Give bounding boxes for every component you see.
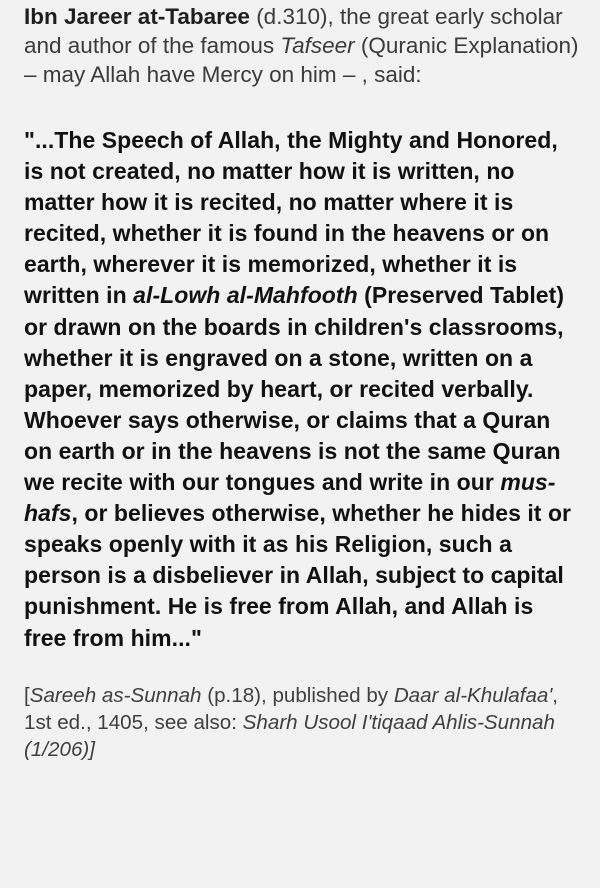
intro-paragraph — [24, 2, 582, 89]
quote-text-part-2: (Preserved Tablet) or drawn on the boards in children's classrooms, whether it is engraved on a stone, written on a paper, memorized by heart, or recited verbally. Whoever says otherwise, or claims that a Quran on earth or in the heavens is not the same Quran we recite with our tongues and write in our — [24, 282, 565, 496]
source-citation — [24, 682, 582, 764]
quote-text-part-1: "...The Speech of Allah, the Mighty and Honored, is not created, no matter how it is written, no matter how it is recited, no matter where it is recited, whether it is found in the heavens or on earth, wherever it is memorized, whether it is written in — [24, 127, 558, 309]
citation-publisher: Daar al-Khulafaa' — [393, 683, 553, 707]
citation-text-2: , 1st ed., 1405, see also: — [24, 683, 559, 734]
intro-text: (d.310), the great early scholar and author of the famous — [24, 4, 563, 58]
intro-closing-text: (Quranic Explanation) – may Allah have Mercy on him – , said: — [24, 33, 579, 87]
term-mus-hafs: mus-hafs — [24, 469, 556, 527]
quote-paragraph — [24, 125, 582, 654]
author-name: Ibn Jareer at-Tabaree — [24, 4, 250, 29]
book-title-tafseer: Tafseer — [280, 33, 355, 58]
citation-text-1: (p.18), published by — [201, 683, 394, 707]
quote-text-part-3: , or believes otherwise, whether he hides it or speaks openly with it as his Religion, such a person is a disbeliever in Allah, subject to capital punishment. He is free from Allah, and Allah is free from him..." — [24, 500, 572, 651]
citation-book-1: Sareeh as-Sunnah — [29, 683, 202, 707]
citation-book-2: Sharh Usool I'tiqaad Ahlis-Sunnah (1/206)] — [24, 710, 555, 761]
term-al-lowh-al-mahfooth: al-Lowh al-Mahfooth — [133, 282, 358, 309]
citation-open-bracket: [ — [24, 683, 30, 707]
